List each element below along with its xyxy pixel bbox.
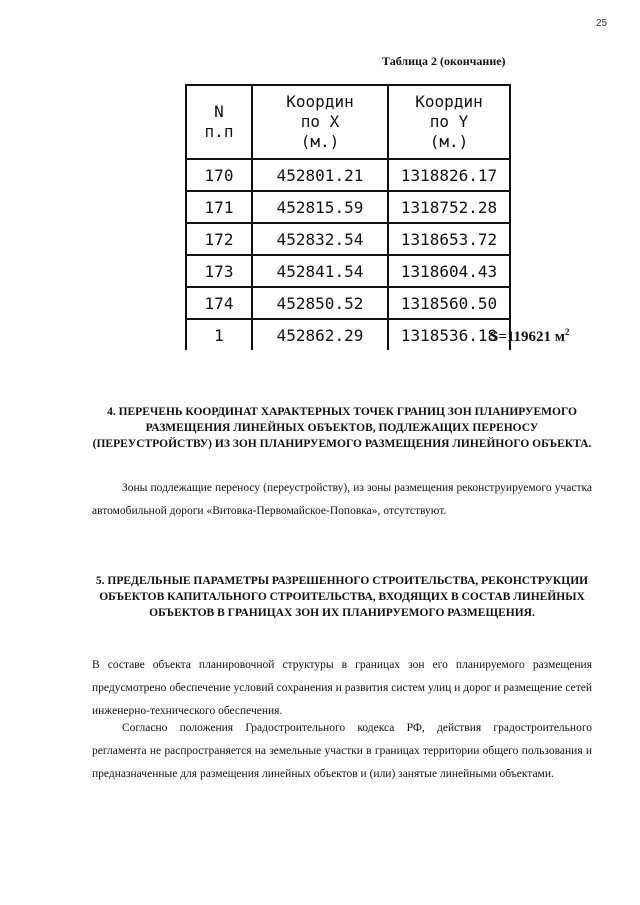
header-y-line3: (м.) [429,132,469,151]
cell-number: 173 [186,255,252,287]
header-number-line2: п.п [204,122,234,141]
table-row [186,191,510,223]
cell-y: 1318560.50 [388,287,510,319]
table-row [186,223,510,255]
section-4-text: Зоны подлежащие переносу (переустройству), из зоны размещения реконструируемого участка автомобильной дороги «Витовка-Первомайское-Поповка», отсутствуют. [92,482,592,517]
cell-y: 1318604.43 [388,255,510,287]
header-coord-y [388,85,510,159]
header-x-line3: (м.) [300,132,340,151]
cell-x: 452832.54 [252,223,388,255]
section-4-heading: 4. ПЕРЕЧЕНЬ КООРДИНАТ ХАРАКТЕРНЫХ ТОЧЕК ГРАНИЦ ЗОН ПЛАНИРУЕМОГО РАЗМЕЩЕНИЯ ЛИНЕЙНЫХ ОБЪЕКТОВ, ПОДЛЕЖАЩИХ ПЕРЕНОСУ (ПЕРЕУСТРОЙСТВУ) ИЗ ЗОН ПЛАНИРУЕМОГО РАЗМЕЩЕНИЯ ЛИНЕЙНОГО ОБЪЕКТА. [92,406,592,450]
header-x-line1: Координ [286,92,354,111]
cell-x: 452801.21 [252,159,388,191]
cell-y: 1318826.17 [388,159,510,191]
cell-y: 1318752.28 [388,191,510,223]
table-caption: Таблица 2 (окончание) [382,54,506,68]
cell-y: 1318653.72 [388,223,510,255]
header-coord-x [252,85,388,159]
table-row [186,319,510,350]
area-unit-exponent: 2 [565,327,570,337]
cell-number: 170 [186,159,252,191]
header-number-line1: N [214,102,224,121]
header-y-line2: по Y [429,112,469,131]
coordinates-table [185,84,511,350]
header-x-line2: по X [300,112,340,131]
table-row [186,255,510,287]
cell-y: 1318536.18 [388,319,510,350]
section-5-heading: 5. ПРЕДЕЛЬНЫЕ ПАРАМЕТРЫ РАЗРЕШЕННОГО СТРОИТЕЛЬСТВА, РЕКОНСТРУКЦИИ ОБЪЕКТОВ КАПИТАЛЬНОГО СТРОИТЕЛЬСТВА, ВХОДЯЩИХ В СОСТАВ ЛИНЕЙНЫХ ОБЪЕКТОВ В ГРАНИЦАХ ЗОН ИХ ПЛАНИРУЕМОГО РАЗМЕЩЕНИЯ. [95,575,589,619]
table-header-row [186,85,510,159]
table-row [186,159,510,191]
area-total [490,327,570,346]
page-number: 25 [596,18,608,29]
cell-number: 1 [186,319,252,350]
area-label: S=119621 м [490,329,566,345]
cell-x: 452862.29 [252,319,388,350]
table-row [186,287,510,319]
cell-x: 452850.52 [252,287,388,319]
cell-number: 174 [186,287,252,319]
cell-x: 452841.54 [252,255,388,287]
cell-number: 171 [186,191,252,223]
cell-x: 452815.59 [252,191,388,223]
header-number [186,85,252,159]
section-5-paragraph-2: Согласно положения Градостроительного кодекса РФ, действия градостроительного регламента не распространяется на земельные участки в границах территории общего пользования и предназначенные для размещения линейных объектов и (или) занятые линейными объектами. [92,722,592,780]
header-y-line1: Координ [415,92,483,111]
cell-number: 172 [186,223,252,255]
section-5-paragraph-1: В составе объекта планировочной структуры в границах зон его планируемого размещения предусмотрено обеспечение условий сохранения и развития систем улиц и дорог и размещение сетей инженерно-технического обеспечения. [92,659,592,717]
